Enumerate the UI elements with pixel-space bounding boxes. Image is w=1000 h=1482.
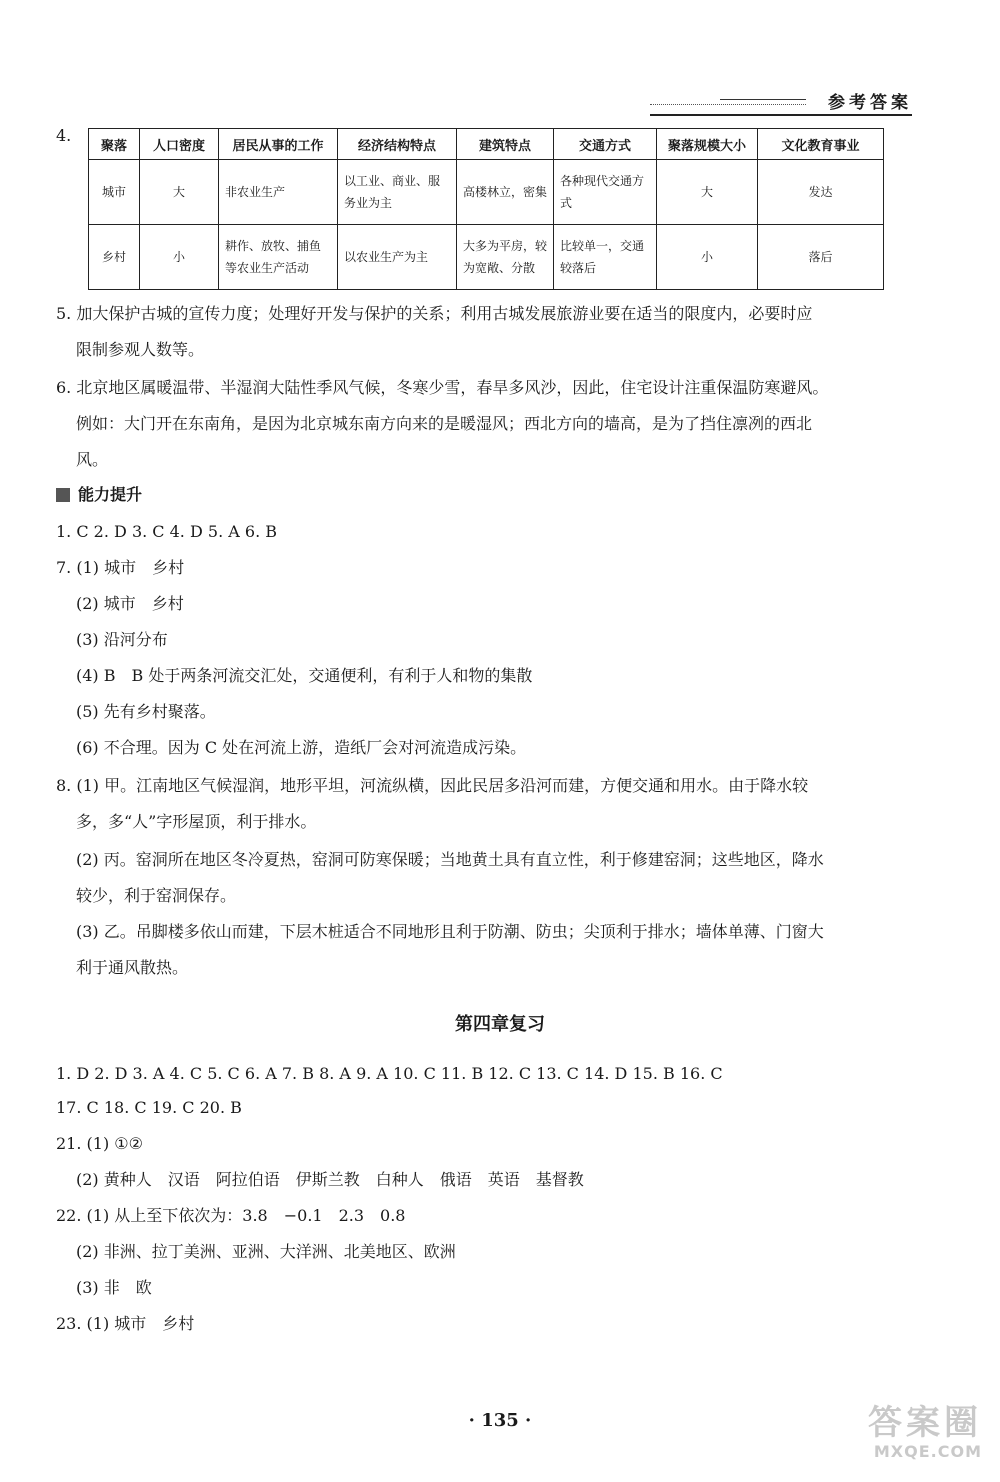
table-header-cell: 聚落 <box>89 129 140 160</box>
q8-line: 8. (1) 甲。江南地区气候湿润，地形平坦，河流纵横，因此民居多沿河而建，方便交通和用水。由于降水较 <box>56 776 809 795</box>
table-header-cell: 文化教育事业 <box>758 129 884 160</box>
q22-line: 22. (1) 从上至下依次为：3.8 −0.1 2.3 0.8 <box>56 1206 406 1225</box>
q7-line: (6) 不合理。因为 C 处在河流上游，造纸厂会对河流造成污染。 <box>76 738 527 757</box>
table-cell: 落后 <box>758 225 884 290</box>
q7-line: (3) 沿河分布 <box>76 630 168 649</box>
q7-line: (4) B B 处于两条河流交汇处，交通便利，有利于人和物的集散 <box>76 666 533 685</box>
q5-line: 5. 加大保护古城的宣传力度；处理好开发与保护的关系；利用古城发展旅游业要在适当的限度内，必要时应 <box>56 304 813 323</box>
watermark-logo <box>782 1404 982 1472</box>
q8-line: 利于通风散热。 <box>76 958 189 977</box>
table-row <box>89 225 884 290</box>
header-title: 参考答案 <box>828 93 912 113</box>
header-dotted-rule <box>650 104 806 105</box>
q8-line: 多，多“人”字形屋顶，利于排水。 <box>76 812 317 831</box>
q5-line: 限制参观人数等。 <box>76 340 205 359</box>
section-title: 能力提升 <box>78 485 143 504</box>
section-heading <box>56 482 142 505</box>
ability-mc-answers: 1. C 2. D 3. C 4. D 5. A 6. B <box>56 522 277 541</box>
table-header-cell: 居民从事的工作 <box>219 129 338 160</box>
q21-line: 21. (1) ①② <box>56 1134 143 1153</box>
q22-line: (3) 非 欧 <box>76 1278 152 1297</box>
watermark-big-text: 答案圈 <box>868 1403 982 1443</box>
q8-line: (2) 丙。窑洞所在地区冬冷夏热，窑洞可防寒保暖；当地黄土具有直立性，利于修建窑洞；这些地区，降水 <box>76 850 824 869</box>
table-cell: 大多为平房，较为宽敞、分散 <box>457 225 554 290</box>
q22-line: (2) 非洲、拉丁美洲、亚洲、大洋洲、北美地区、欧洲 <box>76 1242 456 1261</box>
q7-line: (5) 先有乡村聚落。 <box>76 702 216 721</box>
table-cell: 发达 <box>758 160 884 225</box>
section-marker-icon <box>56 488 70 502</box>
table-header-row <box>89 129 884 160</box>
q6-line: 风。 <box>76 450 109 469</box>
header-short-rule <box>720 99 806 100</box>
table-header-cell: 人口密度 <box>140 129 219 160</box>
q7-line: 7. (1) 城市 乡村 <box>56 558 185 577</box>
table-cell: 小 <box>140 225 219 290</box>
table-header-cell: 聚落规模大小 <box>657 129 758 160</box>
q6-line: 例如：大门开在东南角，是因为北京城东南方向来的是暖湿风；西北方向的墙高，是为了挡住凛冽的西北 <box>76 414 813 433</box>
table-row <box>89 160 884 225</box>
table-header-cell: 建筑特点 <box>457 129 554 160</box>
table-header-cell: 交通方式 <box>554 129 657 160</box>
question-4-number: 4. <box>56 126 72 145</box>
header-rule <box>650 114 912 116</box>
settlement-comparison-table <box>88 128 884 290</box>
table-cell: 耕作、放牧、捕鱼等农业生产活动 <box>219 225 338 290</box>
chapter-mc-answers: 17. C 18. C 19. C 20. B <box>56 1098 242 1117</box>
q21-line: (2) 黄种人 汉语 阿拉伯语 伊斯兰教 白种人 俄语 英语 基督教 <box>76 1170 584 1189</box>
chapter-title: 第四章复习 <box>455 1014 545 1035</box>
table-cell: 乡村 <box>89 225 140 290</box>
table-cell: 非农业生产 <box>219 160 338 225</box>
table-cell: 比较单一，交通较落后 <box>554 225 657 290</box>
table-cell: 高楼林立，密集 <box>457 160 554 225</box>
table-cell: 大 <box>657 160 758 225</box>
q7-line: (2) 城市 乡村 <box>76 594 184 613</box>
table-cell: 城市 <box>89 160 140 225</box>
watermark-url: MXQE.COM <box>873 1442 982 1461</box>
page-number: · 135 · <box>468 1410 532 1431</box>
q8-line: (3) 乙。吊脚楼多依山而建，下层木桩适合不同地形且利于防潮、防虫；尖顶利于排水；墙体单薄、门窗大 <box>76 922 824 941</box>
table-cell: 小 <box>657 225 758 290</box>
table-cell: 以工业、商业、服务业为主 <box>338 160 457 225</box>
table-header-cell: 经济结构特点 <box>338 129 457 160</box>
q6-line: 6. 北京地区属暖温带、半湿润大陆性季风气候，冬寒少雪，春旱多风沙，因此，住宅设计注重保温防寒避风。 <box>56 378 829 397</box>
q23-line: 23. (1) 城市 乡村 <box>56 1314 195 1333</box>
table-cell: 各种现代交通方式 <box>554 160 657 225</box>
table-cell: 大 <box>140 160 219 225</box>
chapter-mc-answers: 1. D 2. D 3. A 4. C 5. C 6. A 7. B 8. A 9. A 10. C 11. B 12. C 13. C 14. D 15. B 16. C <box>56 1064 723 1083</box>
q8-line: 较少，利于窑洞保存。 <box>76 886 237 905</box>
table-cell: 以农业生产为主 <box>338 225 457 290</box>
